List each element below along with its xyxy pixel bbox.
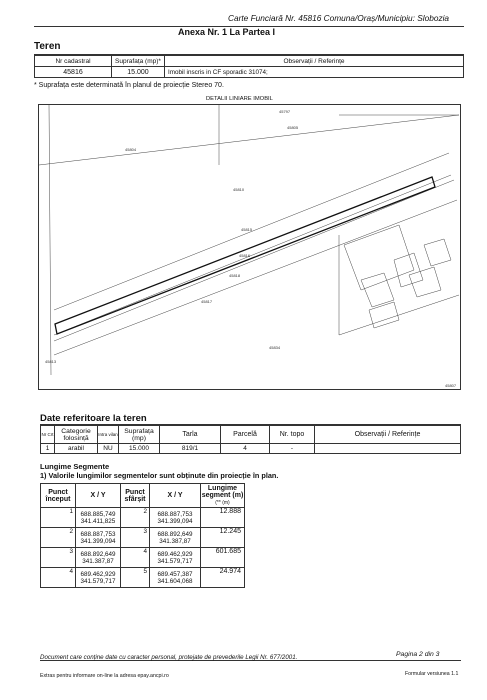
seg-len: 601.685 [201, 548, 245, 568]
col-observatii: Observații / Referințe [315, 426, 461, 444]
seg-xy1-y: 341.411,825 [80, 517, 116, 525]
seg-p2: 3 [121, 528, 150, 548]
col-tarla: Tarla [160, 426, 221, 444]
seg-p2: 5 [121, 568, 150, 588]
seg-len: 12.888 [201, 508, 245, 528]
page-number: Pagina 2 din 3 [396, 651, 440, 658]
table-row [41, 548, 245, 568]
teren-header-cadastral: Nr cadastral [35, 56, 112, 67]
seg-xy2-y: 341.604,068 [157, 577, 193, 585]
teren-cadastral-value: 45816 [35, 67, 112, 78]
seg-col-xy1: X / Y [76, 484, 121, 508]
teren-observatii-value: Imobil inscris in CF sporadic 31074; [165, 67, 464, 78]
table-row [41, 568, 245, 588]
row-categorie: arabil [55, 444, 98, 454]
seg-col-lungime-label: Lungime segment (m) [201, 485, 244, 499]
seg-xy2 [150, 568, 201, 588]
seg-xy1 [76, 548, 121, 568]
map-label: 45815 [241, 227, 253, 232]
seg-xy1 [76, 528, 121, 548]
seg-xy1-x: 688.885,749 [80, 510, 116, 518]
seg-xy1-x: 688.887,753 [80, 530, 116, 538]
seg-xy2-y: 341.387,87 [159, 537, 191, 545]
map-label: 45804 [125, 147, 137, 152]
map-label: 45807 [445, 383, 457, 388]
teren-section-title: Teren [34, 41, 61, 52]
seg-xy2-y: 341.579,717 [157, 557, 193, 565]
seg-p2: 4 [121, 548, 150, 568]
date-referitoare-table [40, 425, 461, 454]
col-suprafata: Suprafața (mp) [119, 426, 160, 444]
seg-xy2-x: 689.457,387 [157, 570, 193, 578]
seg-xy2-y: 341.399,094 [157, 517, 193, 525]
row-nr-topo: - [270, 444, 315, 454]
seg-xy2 [150, 548, 201, 568]
parcel-boundary-line [54, 175, 451, 335]
seg-col-punct-sfarsit: Punct sfârșit [121, 484, 150, 508]
parcel-map-drawing [39, 105, 460, 389]
date-referitoare-title: Date referitoare la teren [40, 413, 147, 424]
parcel-boundary-line [39, 115, 459, 165]
seg-xy2 [150, 508, 201, 528]
row-intravilan: NU [98, 444, 119, 454]
seg-xy2-x: 688.887,753 [157, 510, 193, 518]
lungime-segmente-table [40, 483, 245, 588]
row-parcela: 4 [221, 444, 270, 454]
map-label: 45810 [233, 187, 245, 192]
row-tarla: 819/1 [160, 444, 221, 454]
row-nr-crt: 1 [41, 444, 55, 454]
col-parcela: Parcelă [221, 426, 270, 444]
seg-p2: 2 [121, 508, 150, 528]
privacy-notice: Document care conține date cu caracter personal, protejate de prevederile Legii Nr. 677/2001. [40, 654, 298, 661]
seg-xy1-y: 341.399,094 [80, 537, 116, 545]
map-label: 45813 [45, 359, 57, 364]
parcel-map [38, 104, 461, 390]
annex-title: Anexa Nr. 1 La Partea I [178, 27, 276, 37]
lungime-subtitle: 1) Valorile lungimilor segmentelor sunt obținute din proiecție în plan. [40, 471, 279, 480]
seg-p1: 3 [41, 548, 76, 568]
map-label: 45834 [269, 345, 281, 350]
teren-header-observatii: Observații / Referințe [165, 56, 464, 67]
map-label: 45816 [239, 253, 251, 258]
col-nr-crt: Nr Crt [41, 426, 55, 444]
seg-p1: 1 [41, 508, 76, 528]
parcel-boundary-line [54, 200, 457, 355]
seg-xy1-y: 341.387,87 [82, 557, 114, 565]
teren-table [34, 55, 464, 78]
seg-len: 24.974 [201, 568, 245, 588]
map-label: 45817 [201, 299, 213, 304]
table-row [41, 528, 245, 548]
seg-col-xy2: X / Y [150, 484, 201, 508]
col-categorie: Categorie folosință [55, 426, 98, 444]
seg-xy1 [76, 508, 121, 528]
col-nr-topo: Nr. topo [270, 426, 315, 444]
map-label: 45797 [279, 109, 291, 114]
seg-xy1-x: 688.892,649 [80, 550, 116, 558]
form-version: Formular versiunea 1.1 [405, 671, 459, 677]
extract-notice: Extras pentru informare on-line la adresa epay.ancpi.ro [40, 673, 169, 679]
seg-xy1-y: 341.579,717 [80, 577, 116, 585]
col-intravilan: Intra vilan [98, 426, 119, 444]
seg-p1: 2 [41, 528, 76, 548]
map-label: 45805 [287, 125, 299, 130]
seg-xy2-x: 689.462,929 [157, 550, 193, 558]
seg-xy2 [150, 528, 201, 548]
document-header-title: Carte Funciară Nr. 45816 Comuna/Oraș/Municipiu: Slobozia [228, 13, 450, 23]
teren-suprafata-value: 15.000 [112, 67, 165, 78]
row-observatii [315, 444, 461, 454]
seg-xy1-x: 689.462,929 [80, 570, 116, 578]
lungime-title: Lungime Segmente [40, 462, 110, 471]
seg-col-punct-inceput: Punct început [41, 484, 76, 508]
table-row [41, 508, 245, 528]
seg-len: 12.245 [201, 528, 245, 548]
map-title: DETALII LINIARE IMOBIL [206, 96, 273, 102]
teren-header-suprafata: Suprafața (mp)* [112, 56, 165, 67]
seg-p1: 4 [41, 568, 76, 588]
seg-col-lungime [201, 484, 245, 508]
map-label: 45818 [229, 273, 241, 278]
seg-xy1 [76, 568, 121, 588]
seg-col-lungime-unit: (** (m) [215, 500, 230, 506]
seg-xy2-x: 688.892,649 [157, 530, 193, 538]
row-suprafata: 15.000 [119, 444, 160, 454]
teren-footnote: * Suprafața este determinată în planul de proiecție Stereo 70. [34, 82, 224, 89]
